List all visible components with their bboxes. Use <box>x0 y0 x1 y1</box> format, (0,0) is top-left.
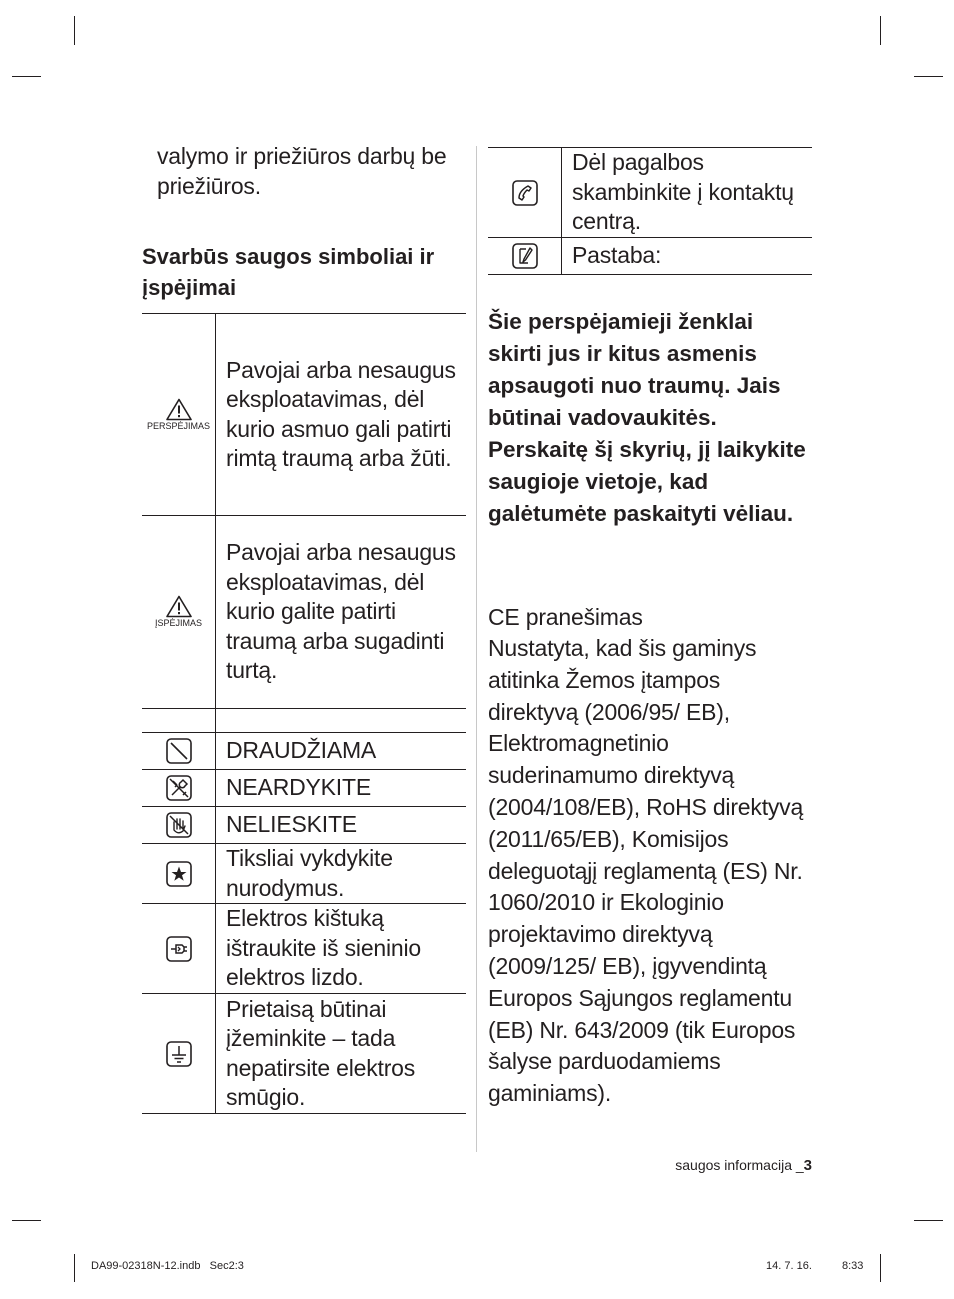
warning-icon-cell <box>142 516 216 709</box>
warning-triangle-icon <box>166 595 192 618</box>
warning-row <box>142 516 466 709</box>
do-not-touch-icon <box>166 812 192 838</box>
warning-caption: PERSPĖJIMAS <box>146 420 211 431</box>
contact-table <box>488 147 812 275</box>
warning-description: Pavojai arba nesaugus eksploatavimas, dėl kurio galite patirti traumą arba sugadinti turtą. <box>216 516 467 709</box>
crop-mark <box>12 1220 41 1221</box>
crop-mark <box>74 1254 75 1282</box>
symbol-row <box>488 148 812 238</box>
print-slug-file: DA99-02318N-12.indb Sec2:3 <box>91 1260 244 1272</box>
warning-row <box>142 314 466 516</box>
star-icon <box>166 861 192 887</box>
warning-description: Pavojai arba nesaugus eksploatavimas, dėl kurio asmuo gali patirti rimtą traumą arba žūti. <box>216 314 467 516</box>
page-footer <box>600 1156 812 1175</box>
page-number: 3 <box>803 1157 812 1174</box>
phone-icon <box>512 180 538 206</box>
warning-triangle-icon <box>166 398 192 421</box>
safety-notice-paragraph: Šie perspėjamieji ženklai skirti jus ir kitus asmenis apsaugoti nuo traumų. Jais būtinai vadovaukitės. Perskaitę šį skyrių, jį laikykite saugioje vietoje, kad galėtumėte paskaityti vėliau. <box>488 309 806 526</box>
crop-mark <box>74 16 75 45</box>
ground-icon <box>166 1041 192 1067</box>
do-not-disassemble-icon <box>166 775 192 801</box>
ce-paragraph: Nustatyta, kad šis gaminys atitinka Žemos įtampos direktyvą (2006/95/ EB), Elektromagnetinio suderinamumo direktyvą (2004/108/EB), RoHS direktyvą (2011/65/EB), Komisijos deleguotąjį reglamentą (ES) Nr. 1060/2010 ir Ekologinio projektavimo direktyvą (2009/125/ EB), įgyvendintą Europos Sąjungos reglamentu (EB) Nr. 643/2009 (tik Europos šalyse parduodamiems gaminiams). <box>488 635 804 1107</box>
column-divider <box>476 146 477 1152</box>
symbol-row <box>142 904 466 994</box>
symbol-table <box>142 732 466 1114</box>
crop-mark <box>12 76 41 77</box>
symbol-row <box>142 770 466 807</box>
symbol-label: Elektros kištuką ištraukite iš sieninio elektros lizdo. <box>216 904 467 994</box>
footer-section-label: saugos informacija _ <box>675 1157 804 1173</box>
symbol-label: Prietaisą būtinai įžeminkite – tada nepatirsite elektros smūgio. <box>216 994 467 1114</box>
crop-mark <box>880 16 881 45</box>
symbol-row <box>142 807 466 844</box>
symbol-label: NELIESKITE <box>216 807 467 844</box>
symbol-row <box>142 844 466 904</box>
symbol-label: Dėl pagalbos skambinkite į kontaktų centrą. <box>562 148 813 238</box>
ce-heading: CE pranešimas <box>488 604 643 630</box>
symbol-row <box>142 733 466 770</box>
symbol-label: Tiksliai vykdykite nurodymus. <box>216 844 467 904</box>
warning-caption: ĮSPĖJIMAS <box>154 618 202 628</box>
unplug-icon <box>166 936 192 962</box>
warning-table <box>142 313 466 733</box>
crop-mark <box>914 76 943 77</box>
symbol-row <box>488 238 812 275</box>
section-heading: Svarbūs saugos simboliai ir įspėjimai <box>142 244 435 300</box>
crop-mark <box>914 1220 943 1221</box>
prohibited-icon <box>166 738 192 764</box>
spacer-row <box>142 709 466 733</box>
symbol-label: NEARDYKITE <box>216 770 467 807</box>
crop-mark <box>880 1254 881 1282</box>
warning-icon-cell <box>142 314 216 516</box>
continued-paragraph: valymo ir priežiūros darbų be priežiūros. <box>157 143 447 199</box>
print-slug-time: 8:33 <box>842 1260 864 1272</box>
symbol-label: DRAUDŽIAMA <box>216 733 467 770</box>
symbol-label: Pastaba: <box>562 238 813 275</box>
print-slug-date: 14. 7. 16. <box>766 1260 812 1272</box>
note-icon <box>512 243 538 269</box>
symbol-row <box>142 994 466 1114</box>
